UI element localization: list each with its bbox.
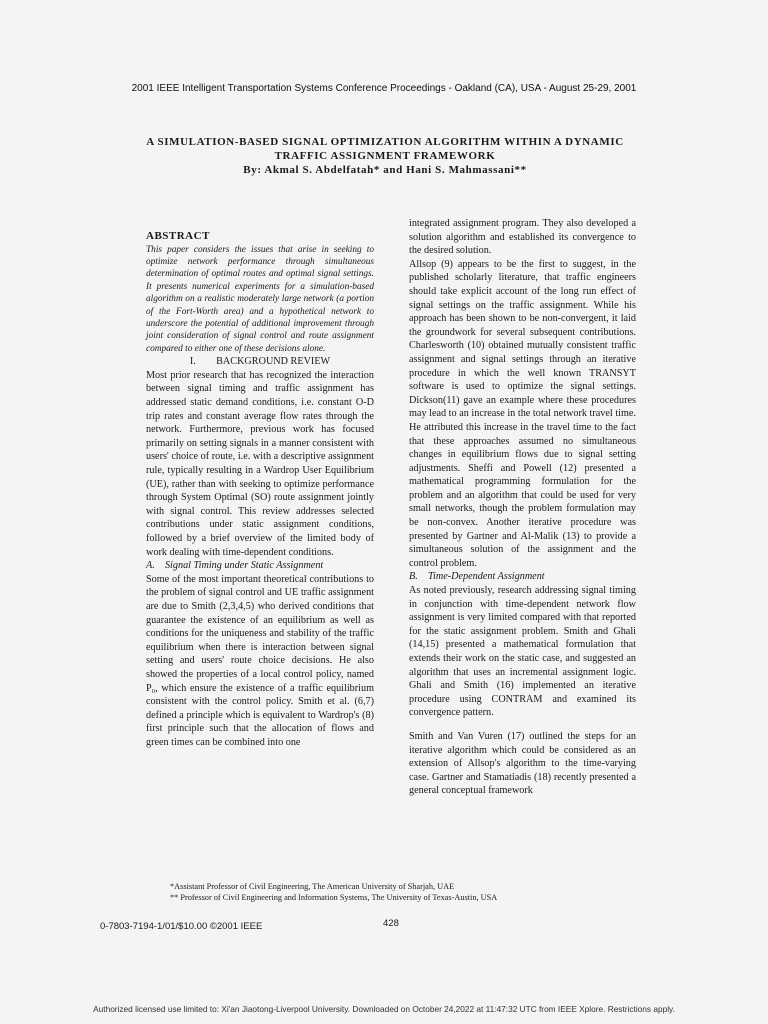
copyright-notice: 0-7803-7194-1/01/$10.00 ©2001 IEEE	[100, 921, 263, 932]
footnote-first-author: *Assistant Professor of Civil Engineering, The American University of Sharjah, UAE	[170, 882, 455, 891]
abstract-heading: ABSTRACT	[146, 230, 210, 242]
paper-title-block	[120, 135, 650, 177]
page-number: 428	[383, 918, 399, 929]
paragraph-time-dependent: As noted previously, research addressing signal timing in conjunction with time-dependent network flow assignment is very limited compared with that reported for the static assignment problem. Smith and Ghali (14,15) presented a mathematical formulation that extends their work on the static case, and suggested an algorithm that uses an incremental assignment logic. Ghali and Smith (16) implemented an iterative procedure using CONTRAM and examined its convergence pattern.	[409, 585, 636, 719]
paper-title-line2: TRAFFIC ASSIGNMENT FRAMEWORK	[274, 150, 496, 162]
abstract-text: This paper considers the issues that arise in seeking to optimize network performance through simultaneous determination of optimal routes and optimal signal settings. It presents numerical experiments for a simulation-based algorithm on a realistic moderately large network (a portion of the Fort-Worth area) and a hypothetical network to underscore the potential of additional improvement through joint consideration of signal control and route assignment compared to either one of these decisions alone.	[146, 244, 374, 354]
paragraph-smith: Some of the most important theoretical contributions to the problem of signal control and UE traffic assignment are due to Smith (2,3,4,5) who derived conditions that guarantee the existence of an equilibrium as well as conditions for the uniqueness and stability of the traffic equilibrium when there is interaction between signal setting and users' route choice decisions. He also showed the properties of a local control policy, named P₀, which ensure the existence of a traffic equilibrium consistent with the control policy. Smith et al. (6,7) defined a principle which is equivalent to Wardrop's (8) first principle such that the allocation of flows and green times can be combined into one	[146, 573, 374, 748]
footnote-second-author: ** Professor of Civil Engineering and Information Systems, The University of Texas-Austin, USA	[170, 893, 498, 902]
right-column	[409, 217, 636, 798]
paragraph-intro: Most prior research that has recognized the interaction between signal timing and traffic assignment has addressed static demand conditions, i.e. constant O-D trip rates and constant average flow rates through the network. Furthermore, previous work has focused primarily on setting signals in a manner consistent with users' choice of route, i.e. with a descriptive assignment rule, typically resulting in a Wardrop User Equilibrium (UE), rather than with seeking to optimize performance through System Optimal (SO) route assignment jointly with signal control. This review addresses selected contributions under static assignment conditions, followed by a brief overview of the limited body of work dealing with time-dependent conditions.	[146, 369, 374, 558]
subsection-heading-a: A. Signal Timing under Static Assignment	[146, 560, 324, 572]
section-heading-background: I. BACKGROUND REVIEW	[189, 356, 331, 368]
license-notice: Authorized licensed use limited to: Xi'an Jiaotong-Liverpool University. Downloaded on October 24,2022 at 11:47:32 UTC from IEEE Xplore. Restrictions apply.	[93, 1004, 675, 1014]
left-column	[146, 230, 374, 749]
paragraph-allsop: Allsop (9) appears to be the first to suggest, in the published scholarly literature, that traffic engineers should take explicit account of the long run effect of signal settings on the traffic assignment. While his approach has been shown to be non-convergent, it laid the groundwork for several subsequent contributions. Charlesworth (10) obtained mutually consistent traffic assignment and signal settings through an iterative procedure in which the well known TRANSYT software is used to optimize the signal settings. Dickson(11) gave an example where these procedures may lead to an increase in the total network travel time. He attributed this increase in the travel time to the fact that these approaches assumed no simultaneous changes in equilibrium flows due to signal setting adjustments. Sheffi and Powell (12) presented a mathematical programming formulation for the problem and an algorithm that could be used for very small networks, though the problem formulation may be non-convex. Another iterative procedure was presented by Gartner and Al-Malik (13) to provide a simultaneous solution of the assignment and the control problem.	[409, 258, 636, 569]
paragraph-van-vuren: Smith and Van Vuren (17) outlined the steps for an iterative algorithm which could be considered as an extension of Allsop's algorithm to the time-varying case. Gartner and Stamatiadis (18) recently presented a general conceptual framework	[409, 730, 636, 797]
paper-authors: By: Akmal S. Abdelfatah* and Hani S. Mahmassani**	[243, 164, 527, 176]
paper-title-line1: A SIMULATION-BASED SIGNAL OPTIMIZATION ALGORITHM WITHIN A DYNAMIC	[146, 136, 624, 148]
subsection-heading-b: B. Time-Dependent Assignment	[409, 571, 545, 583]
conference-header: 2001 IEEE Intelligent Transportation Systems Conference Proceedings - Oakland (CA), USA - August 25-29, 2001	[131, 83, 637, 94]
paragraph-integrated: integrated assignment program. They also developed a solution algorithm and established its convergence to the desired solution.	[409, 218, 636, 257]
